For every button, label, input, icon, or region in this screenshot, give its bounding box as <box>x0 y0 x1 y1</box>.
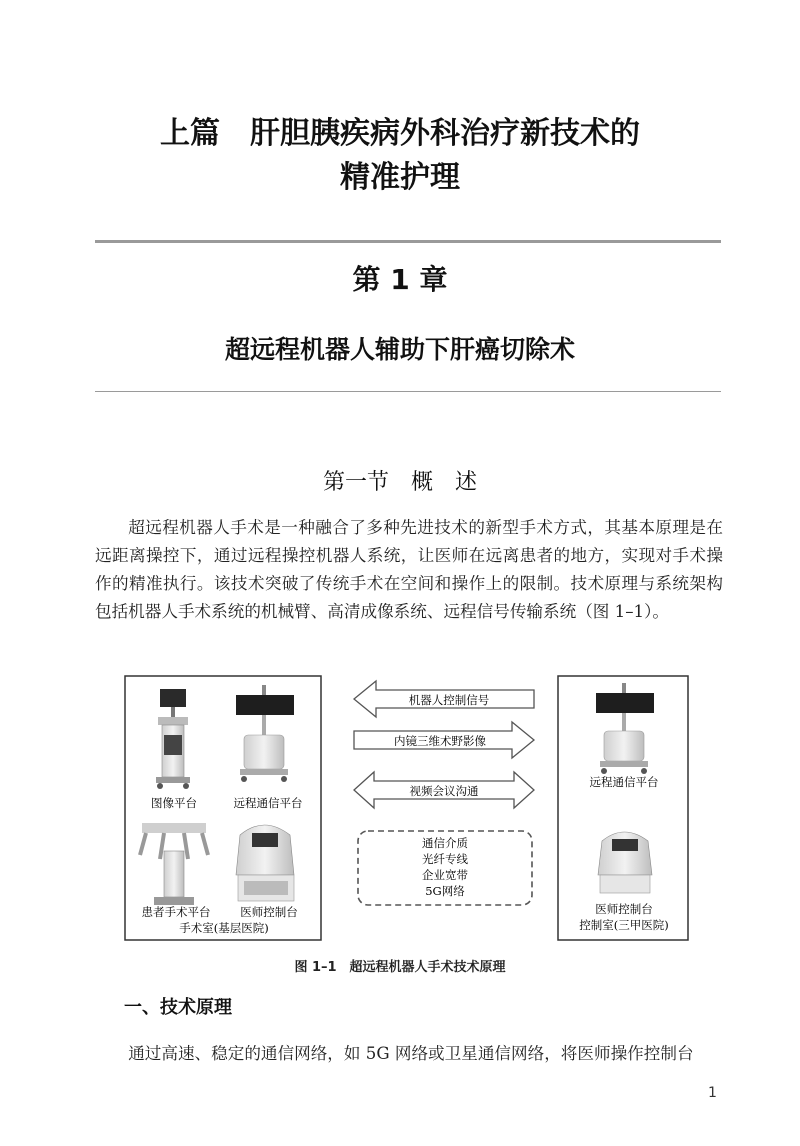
divider-thick <box>95 240 721 243</box>
part-title-line1: 上篇 肝胆胰疾病外科治疗新技术的 <box>160 116 640 151</box>
arrow-label-1: 内镜三维术野影像 <box>394 734 486 748</box>
body-paragraph-2: 通过高速、稳定的通信网络，如 5G 网络或卫星通信网络，将医师操作控制台 <box>128 1044 694 1063</box>
left-item-label-3: 医师控制台 <box>240 905 298 919</box>
right-room-label: 控制室(三甲医院) <box>579 918 669 932</box>
right-item-label-0: 远程通信平台 <box>589 775 659 789</box>
figure-caption: 图 1–1 超远程机器人手术技术原理 <box>294 960 506 975</box>
section-title: 第一节 概 述 <box>322 470 477 495</box>
body-paragraph-1: 超远程机器人手术是一种融合了多种先进技术的新型手术方式，其基本原理是在远距离操控下，通过远程操控机器人系统，让医师在远离患者的地方，实现对手术操作的精准执行。该技术突破了传统手术在空间和操作上的限制。技术原理与系统架构包括机器人手术系统的机械臂、高清成像系统、远程信号传输系统（图 1–1）。 <box>95 518 723 621</box>
part-title-line2: 精准护理 <box>340 160 460 195</box>
medium-line-1: 光纤专线 <box>422 852 468 866</box>
medium-line-0: 通信介质 <box>422 836 468 850</box>
surgeon-console-device-left <box>236 825 294 901</box>
part-title <box>0 112 800 200</box>
chapter-subtitle: 超远程机器人辅助下肝癌切除术 <box>224 335 575 364</box>
medium-line-3: 5G网络 <box>425 884 465 898</box>
heading-technical-principle: 一、技术原理 <box>124 997 232 1018</box>
arrow-label-2: 视频会议沟通 <box>409 784 479 798</box>
page-number: 1 <box>708 1085 717 1101</box>
medium-line-2: 企业宽带 <box>422 868 468 882</box>
surgeon-console-device-right <box>598 832 652 893</box>
divider-thin <box>95 391 721 392</box>
left-item-label-2: 患者手术平台 <box>141 905 211 919</box>
arrow-label-0: 机器人控制信号 <box>408 693 490 707</box>
figure-1-1 <box>124 675 690 943</box>
left-item-label-1: 远程通信平台 <box>233 796 303 810</box>
right-item-label-1: 医师控制台 <box>595 902 653 916</box>
chapter-title: 第 1 章 <box>352 263 448 296</box>
left-item-label-0: 图像平台 <box>151 796 197 810</box>
left-room-label: 手术室(基层医院) <box>179 921 269 935</box>
